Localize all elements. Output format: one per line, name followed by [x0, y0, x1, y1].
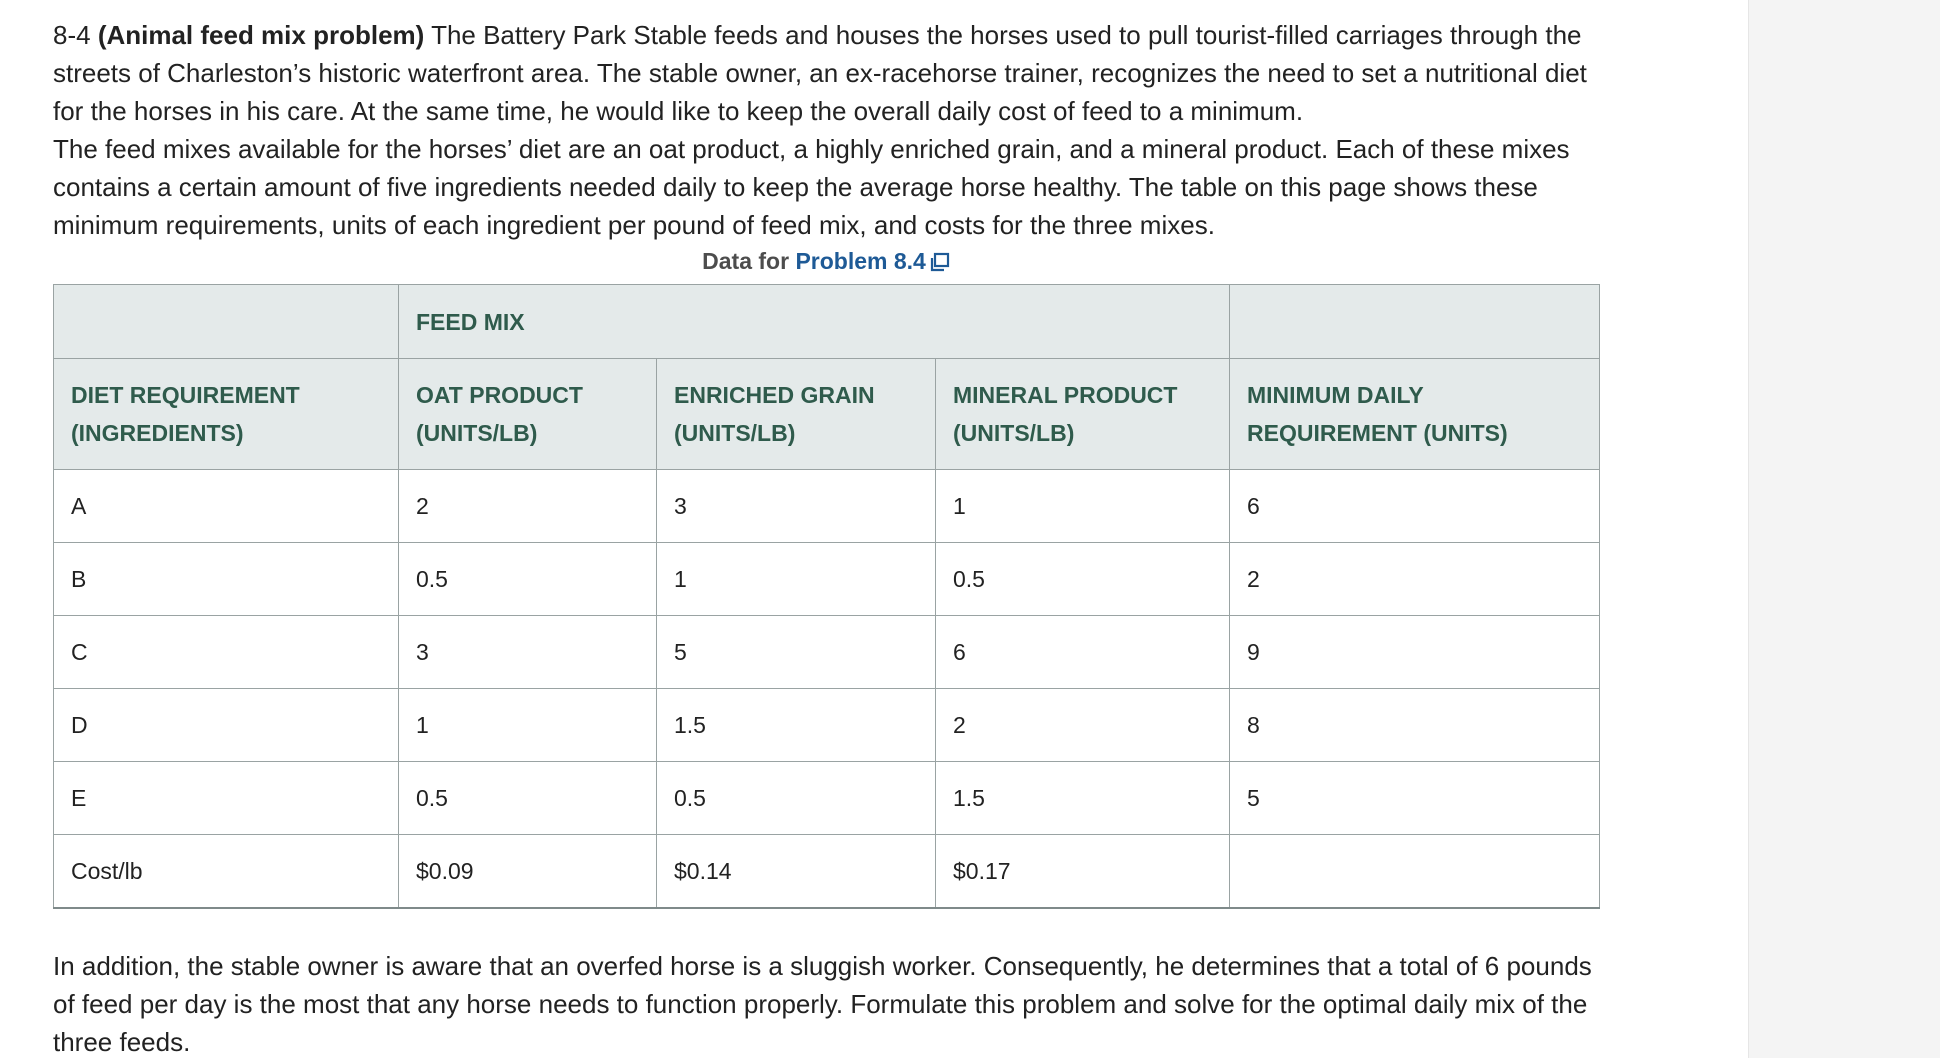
table-cell: 1: [657, 543, 936, 616]
table-row: [54, 470, 1600, 543]
table-cell: 5: [1230, 762, 1600, 835]
table-cell: 0.5: [399, 762, 657, 835]
table-cell: $0.17: [936, 835, 1230, 909]
header-mineral-product: MINERAL PRODUCT (UNITS/LB): [936, 359, 1230, 470]
table-cell: 8: [1230, 689, 1600, 762]
problem-content: [53, 16, 1613, 1061]
table-cell: 3: [657, 470, 936, 543]
table-cell: D: [54, 689, 399, 762]
header-oat-product: OAT PRODUCT (UNITS/LB): [399, 359, 657, 470]
table-cell: 6: [936, 616, 1230, 689]
problem-paragraph-1: The Battery Park Stable feeds and houses the horses used to pull tourist-filled carriages through the streets of Charleston’s historic waterfront area. The stable owner, an ex-racehorse trainer, recognizes the need to set a nutritional diet for the horses in his care. At the same time, he would like to keep the overall daily cost of feed to a minimum.: [53, 20, 1587, 126]
table-cell: 6: [1230, 470, 1600, 543]
header-diet-requirement: DIET REQUIREMENT (INGREDIENTS): [54, 359, 399, 470]
table-cell: 1: [399, 689, 657, 762]
external-link-icon[interactable]: [930, 249, 950, 269]
table-group-header-row: [54, 285, 1600, 359]
table-cell: B: [54, 543, 399, 616]
table-cell: 1.5: [936, 762, 1230, 835]
table-row: [54, 689, 1600, 762]
table-header-row: [54, 359, 1600, 470]
header-enriched-grain: ENRICHED GRAIN (UNITS/LB): [657, 359, 936, 470]
table-cell: [1230, 835, 1600, 909]
table-cell: 1.5: [657, 689, 936, 762]
right-gutter: [1748, 0, 1940, 1058]
problem-number: 8-4: [53, 20, 91, 50]
problem-paragraph-2: The feed mixes available for the horses’ diet are an oat product, a highly enriched grain, and a mineral product. Each of these mixes contains a certain amount of five ingredients needed daily to keep the average horse healthy. The table on this page shows these minimum requirements, units of each ingredient per pound of feed mix, and costs for the three mixes.: [53, 134, 1570, 240]
table-cell: E: [54, 762, 399, 835]
table-cell: 2: [936, 689, 1230, 762]
table-caption: [53, 246, 1599, 276]
table-cell: Cost/lb: [54, 835, 399, 909]
table-cell: 2: [399, 470, 657, 543]
table-header-empty: [1230, 285, 1600, 359]
table-cell: 0.5: [657, 762, 936, 835]
problem-paragraph-3: In addition, the stable owner is aware that an overfed horse is a sluggish worker. Consequently, he determines that a total of 6 pounds of feed per day is the most that any horse needs to function properly. Formulate this problem and solve for the optimal daily mix of the three feeds.: [53, 951, 1592, 1057]
table-cell: C: [54, 616, 399, 689]
table-row-cost: [54, 835, 1600, 909]
table-cell: A: [54, 470, 399, 543]
table-cell: 1: [936, 470, 1230, 543]
table-cell: $0.09: [399, 835, 657, 909]
table-cell: 5: [657, 616, 936, 689]
feed-mix-header: FEED MIX: [399, 285, 1230, 359]
problem-title: (Animal feed mix problem): [97, 20, 425, 50]
table-cell: 0.5: [936, 543, 1230, 616]
table-cell: 2: [1230, 543, 1600, 616]
problem-intro: [53, 16, 1613, 130]
header-minimum-daily: MINIMUM DAILY REQUIREMENT (UNITS): [1230, 359, 1600, 470]
table-row: [54, 616, 1600, 689]
table-cell: 0.5: [399, 543, 657, 616]
table-header-empty: [54, 285, 399, 359]
problem-link[interactable]: Problem 8.4: [795, 248, 926, 274]
table-cell: 9: [1230, 616, 1600, 689]
table-cell: $0.14: [657, 835, 936, 909]
caption-prefix: Data for: [702, 248, 796, 274]
table-row: [54, 762, 1600, 835]
table-cell: 3: [399, 616, 657, 689]
feed-mix-table: [53, 284, 1600, 909]
table-row: [54, 543, 1600, 616]
